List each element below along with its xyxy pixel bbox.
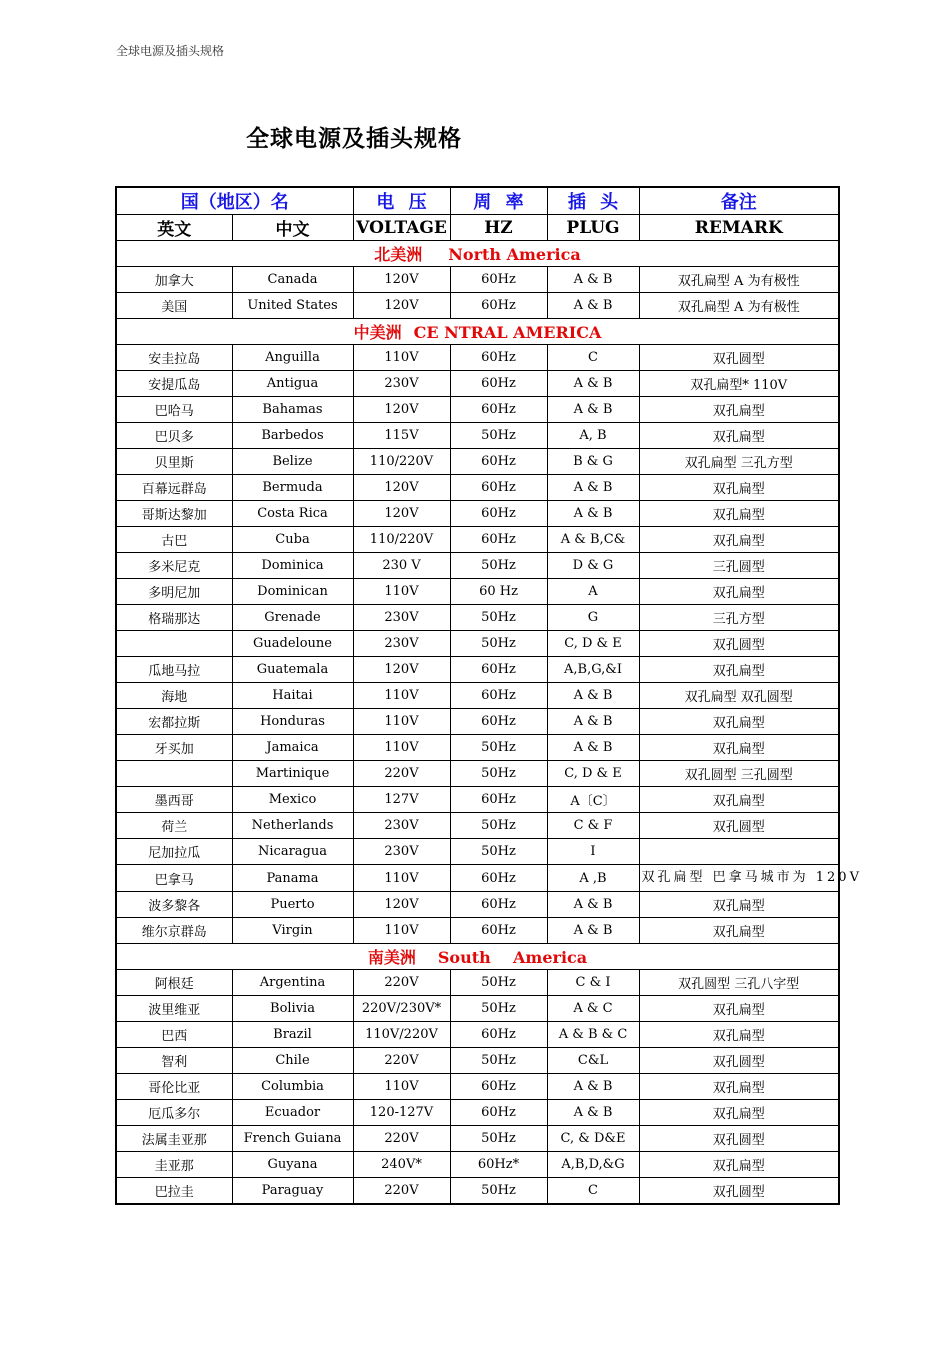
country-cn: 宏都拉斯 [116, 709, 232, 735]
remark: 双孔扁型 [639, 657, 839, 683]
plug-type: C [547, 1178, 639, 1204]
voltage: 220V [353, 1126, 450, 1152]
table-row [116, 996, 839, 1022]
voltage: 120V [353, 397, 450, 423]
plug-type: A & B [547, 892, 639, 918]
region-label [116, 241, 839, 267]
remark [639, 839, 839, 865]
frequency: 60Hz [450, 527, 547, 553]
country-cn: 厄瓜多尔 [116, 1100, 232, 1126]
country-en: Guadeloune [232, 631, 353, 657]
remark: 双孔扁型 [639, 709, 839, 735]
frequency: 50Hz [450, 761, 547, 787]
remark: 双孔扁型 [639, 475, 839, 501]
plug-type: A ,B [547, 865, 639, 892]
remark: 双孔扁型 [639, 1022, 839, 1048]
country-cn: 贝里斯 [116, 449, 232, 475]
country-cn: 安提瓜岛 [116, 371, 232, 397]
country-cn: 多米尼克 [116, 553, 232, 579]
remark: 双孔扁型 [639, 397, 839, 423]
frequency: 60Hz [450, 709, 547, 735]
plug-type: A & B [547, 397, 639, 423]
voltage: 110/220V [353, 527, 450, 553]
remark: 双孔圆型 [639, 1048, 839, 1074]
country-cn: 百幕远群岛 [116, 475, 232, 501]
remark: 双孔扁型 [639, 918, 839, 944]
voltage: 110V [353, 683, 450, 709]
plug-type: A, B [547, 423, 639, 449]
table-row [116, 839, 839, 865]
region-en: North America [448, 245, 581, 264]
country-cn: 巴拿马 [116, 865, 232, 892]
region-en: CE NTRAL AMERICA [413, 323, 602, 342]
frequency: 50Hz [450, 631, 547, 657]
frequency: 60Hz [450, 918, 547, 944]
frequency: 50Hz [450, 1048, 547, 1074]
table-row [116, 970, 839, 996]
plug-type: D & G [547, 553, 639, 579]
frequency: 60Hz [450, 371, 547, 397]
region-central-america [116, 319, 839, 345]
table-row [116, 813, 839, 839]
plug-type: C, & D&E [547, 1126, 639, 1152]
table-row [116, 761, 839, 787]
remark: 双孔圆型 [639, 1126, 839, 1152]
frequency: 60Hz [450, 1074, 547, 1100]
frequency: 50Hz [450, 735, 547, 761]
voltage: 120V [353, 657, 450, 683]
header-remark-en: REMARK [639, 215, 839, 241]
header-voltage-cn: 电 压 [353, 187, 450, 215]
region-south-america [116, 944, 839, 970]
remark: 双孔扁型 [639, 501, 839, 527]
remark: 双孔扁型 [639, 787, 839, 813]
table-row [116, 449, 839, 475]
country-en: Antigua [232, 371, 353, 397]
table-row [116, 501, 839, 527]
plug-type: C & F [547, 813, 639, 839]
header-plug-cn: 插 头 [547, 187, 639, 215]
plug-type: A & B,C& [547, 527, 639, 553]
remark: 三孔方型 [639, 605, 839, 631]
country-en: Martinique [232, 761, 353, 787]
table-row [116, 683, 839, 709]
plug-type: G [547, 605, 639, 631]
header-row-en [116, 215, 839, 241]
country-en: Cuba [232, 527, 353, 553]
frequency: 50Hz [450, 839, 547, 865]
table-row [116, 865, 839, 892]
remark: 双孔扁型 A 为有极性 [639, 267, 839, 293]
header-country: 国（地区）名 [116, 187, 353, 215]
country-en: Grenade [232, 605, 353, 631]
voltage: 230V [353, 813, 450, 839]
region-north-america [116, 241, 839, 267]
voltage: 230V [353, 371, 450, 397]
country-cn [116, 631, 232, 657]
country-cn: 波多黎各 [116, 892, 232, 918]
remark: 双孔扁型 [639, 1152, 839, 1178]
country-cn: 安圭拉岛 [116, 345, 232, 371]
header-row-cn [116, 187, 839, 215]
frequency: 50Hz [450, 423, 547, 449]
country-cn [116, 761, 232, 787]
country-en: Guyana [232, 1152, 353, 1178]
frequency: 50Hz [450, 1178, 547, 1204]
header-cn-col: 中文 [232, 215, 353, 241]
table-row [116, 1074, 839, 1100]
frequency: 60Hz [450, 267, 547, 293]
country-cn: 维尔京群岛 [116, 918, 232, 944]
country-cn: 巴西 [116, 1022, 232, 1048]
country-cn: 阿根廷 [116, 970, 232, 996]
frequency: 50Hz [450, 1126, 547, 1152]
country-en: Argentina [232, 970, 353, 996]
table-row [116, 1152, 839, 1178]
remark: 双孔圆型 [639, 345, 839, 371]
country-en: Anguilla [232, 345, 353, 371]
voltage: 240V* [353, 1152, 450, 1178]
country-en: Dominica [232, 553, 353, 579]
voltage: 120V [353, 293, 450, 319]
country-cn: 巴贝多 [116, 423, 232, 449]
voltage: 220V [353, 1178, 450, 1204]
country-cn: 美国 [116, 293, 232, 319]
country-cn: 荷兰 [116, 813, 232, 839]
country-en: Mexico [232, 787, 353, 813]
region-label [116, 319, 839, 345]
remark: 双孔扁型 [639, 527, 839, 553]
country-en: Bahamas [232, 397, 353, 423]
voltage: 220V [353, 1048, 450, 1074]
plug-type: B & G [547, 449, 639, 475]
remark: 双孔扁型 [639, 996, 839, 1022]
voltage: 120V [353, 892, 450, 918]
frequency: 60Hz [450, 449, 547, 475]
plug-type: A & B [547, 293, 639, 319]
country-en: Bolivia [232, 996, 353, 1022]
remark: 双孔扁型 [639, 423, 839, 449]
country-en: Haitai [232, 683, 353, 709]
remark: 双孔扁型 三孔方型 [639, 449, 839, 475]
table-row [116, 423, 839, 449]
country-cn: 哥斯达黎加 [116, 501, 232, 527]
remark: 双孔扁型 [639, 735, 839, 761]
document-title: 全球电源及插头规格 [246, 126, 462, 152]
table-row [116, 892, 839, 918]
plug-type: A [547, 579, 639, 605]
country-en: French Guiana [232, 1126, 353, 1152]
voltage: 110V [353, 709, 450, 735]
region-label [116, 944, 839, 970]
frequency: 60Hz [450, 892, 547, 918]
country-cn: 多明尼加 [116, 579, 232, 605]
country-en: Puerto [232, 892, 353, 918]
country-cn: 墨西哥 [116, 787, 232, 813]
country-cn: 圭亚那 [116, 1152, 232, 1178]
voltage: 220V [353, 761, 450, 787]
header-voltage-en: VOLTAGE [353, 215, 450, 241]
frequency: 50Hz [450, 813, 547, 839]
voltage: 230 V [353, 553, 450, 579]
table-row [116, 918, 839, 944]
country-en: Chile [232, 1048, 353, 1074]
remark: 双孔圆型 [639, 813, 839, 839]
country-en: Jamaica [232, 735, 353, 761]
region-en: South America [437, 948, 588, 967]
country-en: Bermuda [232, 475, 353, 501]
remark: 双孔扁型 巴拿马城市为 120V [639, 865, 839, 892]
country-en: Brazil [232, 1022, 353, 1048]
country-en: Paraguay [232, 1178, 353, 1204]
remark: 双孔扁型 [639, 579, 839, 605]
table-row [116, 579, 839, 605]
country-en: Netherlands [232, 813, 353, 839]
country-cn: 波里维亚 [116, 996, 232, 1022]
remark: 双孔扁型 双孔圆型 [639, 683, 839, 709]
voltage: 110V/220V [353, 1022, 450, 1048]
header-freq-en: HZ [450, 215, 547, 241]
remark: 双孔圆型 三孔圆型 [639, 761, 839, 787]
voltage: 120-127V [353, 1100, 450, 1126]
country-cn: 瓜地马拉 [116, 657, 232, 683]
country-en: Dominican [232, 579, 353, 605]
voltage: 230V [353, 839, 450, 865]
frequency: 60Hz [450, 657, 547, 683]
plug-type: A & B [547, 735, 639, 761]
table-row [116, 1178, 839, 1204]
country-cn: 巴哈马 [116, 397, 232, 423]
remark: 双孔扁型 [639, 892, 839, 918]
frequency: 60Hz* [450, 1152, 547, 1178]
plug-type: A,B,G,&I [547, 657, 639, 683]
voltage: 120V [353, 267, 450, 293]
country-en: United States [232, 293, 353, 319]
voltage: 110V [353, 345, 450, 371]
region-cn: 中美洲 [353, 323, 402, 342]
table-row [116, 605, 839, 631]
voltage: 120V [353, 501, 450, 527]
table-row [116, 267, 839, 293]
frequency: 60Hz [450, 345, 547, 371]
country-en: Barbedos [232, 423, 353, 449]
header-remark-cn: 备注 [639, 187, 839, 215]
table-row [116, 553, 839, 579]
voltage: 110V [353, 579, 450, 605]
plug-type: A & B [547, 267, 639, 293]
plug-type: A & B & C [547, 1022, 639, 1048]
power-plug-table [115, 186, 862, 1205]
header-en-col: 英文 [116, 215, 232, 241]
region-cn: 南美洲 [367, 948, 416, 967]
frequency: 60Hz [450, 1022, 547, 1048]
table-row [116, 709, 839, 735]
country-en: Panama [232, 865, 353, 892]
remark: 三孔圆型 [639, 553, 839, 579]
table-row [116, 1100, 839, 1126]
voltage: 110V [353, 735, 450, 761]
table-row [116, 345, 839, 371]
plug-type: C & I [547, 970, 639, 996]
frequency: 60Hz [450, 683, 547, 709]
table-row [116, 631, 839, 657]
table-row [116, 527, 839, 553]
remark: 双孔扁型* 110V [639, 371, 839, 397]
country-cn: 格瑞那达 [116, 605, 232, 631]
table-row [116, 1022, 839, 1048]
plug-type: C [547, 345, 639, 371]
country-en: Virgin [232, 918, 353, 944]
country-en: Nicaragua [232, 839, 353, 865]
header-plug-en: PLUG [547, 215, 639, 241]
region-cn: 北美洲 [374, 245, 423, 264]
remark: 双孔扁型 [639, 1074, 839, 1100]
plug-type: C, D & E [547, 631, 639, 657]
voltage: 110V [353, 1074, 450, 1100]
country-cn: 巴拉圭 [116, 1178, 232, 1204]
plug-type: A,B,D,&G [547, 1152, 639, 1178]
remark: 双孔圆型 三孔八字型 [639, 970, 839, 996]
plug-type: A & B [547, 709, 639, 735]
plug-type: C&L [547, 1048, 639, 1074]
plug-type: A & B [547, 1100, 639, 1126]
country-cn: 哥伦比亚 [116, 1074, 232, 1100]
table-row [116, 735, 839, 761]
remark: 双孔圆型 [639, 1178, 839, 1204]
country-en: Belize [232, 449, 353, 475]
plug-type: A & B [547, 1074, 639, 1100]
country-cn: 牙买加 [116, 735, 232, 761]
table-row [116, 787, 839, 813]
plug-type: A & B [547, 683, 639, 709]
remark: 双孔圆型 [639, 631, 839, 657]
frequency: 60Hz [450, 1100, 547, 1126]
voltage: 120V [353, 475, 450, 501]
frequency: 60Hz [450, 397, 547, 423]
frequency: 60Hz [450, 501, 547, 527]
country-cn: 尼加拉瓜 [116, 839, 232, 865]
voltage: 230V [353, 605, 450, 631]
country-cn: 古巴 [116, 527, 232, 553]
plug-type: A & B [547, 371, 639, 397]
country-cn: 加拿大 [116, 267, 232, 293]
frequency: 60Hz [450, 475, 547, 501]
plug-type: A & B [547, 475, 639, 501]
plug-type: A & B [547, 501, 639, 527]
frequency: 50Hz [450, 605, 547, 631]
country-cn: 法属圭亚那 [116, 1126, 232, 1152]
voltage: 110V [353, 918, 450, 944]
voltage: 115V [353, 423, 450, 449]
voltage: 110/220V [353, 449, 450, 475]
plug-type: A & C [547, 996, 639, 1022]
country-en: Guatemala [232, 657, 353, 683]
frequency: 60Hz [450, 293, 547, 319]
voltage: 230V [353, 631, 450, 657]
running-header: 全球电源及插头规格 [116, 44, 225, 58]
country-en: Columbia [232, 1074, 353, 1100]
voltage: 127V [353, 787, 450, 813]
table-row [116, 371, 839, 397]
remark: 双孔扁型 [639, 1100, 839, 1126]
frequency: 50Hz [450, 553, 547, 579]
frequency: 60 Hz [450, 579, 547, 605]
frequency: 50Hz [450, 996, 547, 1022]
header-freq-cn: 周 率 [450, 187, 547, 215]
frequency: 60Hz [450, 865, 547, 892]
plug-type: A & B [547, 918, 639, 944]
table-row [116, 1048, 839, 1074]
table-row [116, 293, 839, 319]
plug-type: I [547, 839, 639, 865]
voltage: 110V [353, 865, 450, 892]
country-en: Ecuador [232, 1100, 353, 1126]
plug-type: C, D & E [547, 761, 639, 787]
country-cn: 智利 [116, 1048, 232, 1074]
table-row [116, 397, 839, 423]
country-en: Costa Rica [232, 501, 353, 527]
remark: 双孔扁型 A 为有极性 [639, 293, 839, 319]
table-row [116, 657, 839, 683]
country-en: Honduras [232, 709, 353, 735]
frequency: 60Hz [450, 787, 547, 813]
plug-type: A〔C〕 [547, 787, 639, 813]
country-en: Canada [232, 267, 353, 293]
voltage: 220V/230V* [353, 996, 450, 1022]
country-cn: 海地 [116, 683, 232, 709]
table-row [116, 1126, 839, 1152]
voltage: 220V [353, 970, 450, 996]
frequency: 50Hz [450, 970, 547, 996]
table-row [116, 475, 839, 501]
